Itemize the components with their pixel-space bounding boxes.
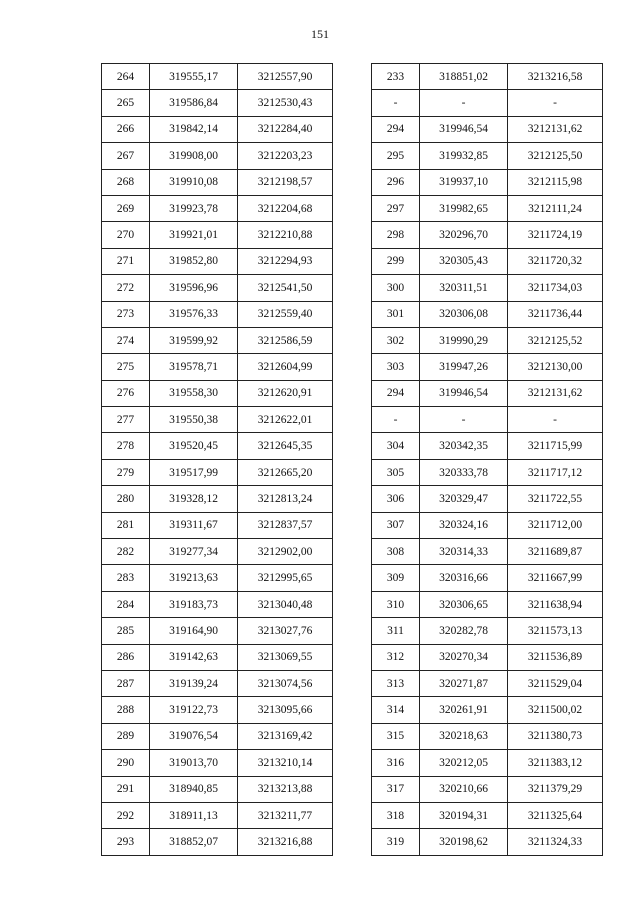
point-number-cell: 285 <box>102 618 150 644</box>
table-row <box>372 776 603 802</box>
point-number-cell: 274 <box>102 327 150 353</box>
x-coordinate-cell: 320305,43 <box>420 248 508 274</box>
y-coordinate-cell: 3213216,88 <box>238 829 333 855</box>
y-coordinate-cell: 3212620,91 <box>238 380 333 406</box>
y-coordinate-cell: 3211667,99 <box>508 565 603 591</box>
point-number-cell: 289 <box>102 723 150 749</box>
y-coordinate-cell: 3211717,12 <box>508 459 603 485</box>
table-row <box>102 116 333 142</box>
table-row <box>102 697 333 723</box>
point-number-cell: 310 <box>372 591 420 617</box>
table-row <box>372 829 603 855</box>
point-number-cell: 304 <box>372 433 420 459</box>
table-row <box>372 670 603 696</box>
y-coordinate-cell: 3212111,24 <box>508 195 603 221</box>
point-number-cell: 314 <box>372 697 420 723</box>
point-number-cell: 299 <box>372 248 420 274</box>
y-coordinate-cell: 3212530,43 <box>238 90 333 116</box>
x-coordinate-cell: 320324,16 <box>420 512 508 538</box>
point-number-cell: 288 <box>102 697 150 723</box>
point-number-cell: 282 <box>102 539 150 565</box>
x-coordinate-cell: 319328,12 <box>150 486 238 512</box>
table-row <box>372 116 603 142</box>
y-coordinate-cell: 3212557,90 <box>238 64 333 90</box>
table-row <box>102 248 333 274</box>
table-row <box>372 644 603 670</box>
x-coordinate-cell: 319852,80 <box>150 248 238 274</box>
x-coordinate-cell: 320194,31 <box>420 802 508 828</box>
table-row <box>372 433 603 459</box>
x-coordinate-cell: 320316,66 <box>420 565 508 591</box>
x-coordinate-cell: 320342,35 <box>420 433 508 459</box>
y-coordinate-cell: 3211536,89 <box>508 644 603 670</box>
x-coordinate-cell: 319122,73 <box>150 697 238 723</box>
y-coordinate-cell: 3212131,62 <box>508 116 603 142</box>
table-row <box>102 143 333 169</box>
coordinates-table-right <box>371 63 603 856</box>
table-row <box>102 618 333 644</box>
point-number-cell: 319 <box>372 829 420 855</box>
table-row <box>102 644 333 670</box>
y-coordinate-cell: 3212125,50 <box>508 143 603 169</box>
point-number-cell: - <box>372 407 420 433</box>
point-number-cell: 269 <box>102 195 150 221</box>
x-coordinate-cell: 319555,17 <box>150 64 238 90</box>
y-coordinate-cell: 3212198,57 <box>238 169 333 195</box>
point-number-cell: 270 <box>102 222 150 248</box>
x-coordinate-cell: 319586,84 <box>150 90 238 116</box>
y-coordinate-cell: 3213095,66 <box>238 697 333 723</box>
table-row <box>102 829 333 855</box>
point-number-cell: 278 <box>102 433 150 459</box>
y-coordinate-cell: 3212813,24 <box>238 486 333 512</box>
table-row <box>102 275 333 301</box>
point-number-cell: 283 <box>102 565 150 591</box>
table-row <box>102 802 333 828</box>
point-number-cell: 303 <box>372 354 420 380</box>
x-coordinate-cell: - <box>420 90 508 116</box>
point-number-cell: 275 <box>102 354 150 380</box>
y-coordinate-cell: 3212645,35 <box>238 433 333 459</box>
table-row <box>102 64 333 90</box>
point-number-cell: 280 <box>102 486 150 512</box>
x-coordinate-cell: 320333,78 <box>420 459 508 485</box>
point-number-cell: 294 <box>372 116 420 142</box>
point-number-cell: 311 <box>372 618 420 644</box>
point-number-cell: 296 <box>372 169 420 195</box>
table-row <box>372 697 603 723</box>
point-number-cell: 279 <box>102 459 150 485</box>
x-coordinate-cell: 319213,63 <box>150 565 238 591</box>
y-coordinate-cell: 3211722,55 <box>508 486 603 512</box>
x-coordinate-cell: 319908,00 <box>150 143 238 169</box>
table-row <box>102 354 333 380</box>
y-coordinate-cell: 3213169,42 <box>238 723 333 749</box>
point-number-cell: 281 <box>102 512 150 538</box>
y-coordinate-cell: 3211324,33 <box>508 829 603 855</box>
y-coordinate-cell: 3211379,29 <box>508 776 603 802</box>
point-number-cell: 293 <box>102 829 150 855</box>
point-number-cell: 271 <box>102 248 150 274</box>
x-coordinate-cell: 318851,02 <box>420 64 508 90</box>
point-number-cell: 276 <box>102 380 150 406</box>
table-row <box>102 407 333 433</box>
point-number-cell: 313 <box>372 670 420 696</box>
y-coordinate-cell: 3212665,20 <box>238 459 333 485</box>
x-coordinate-cell: 318911,13 <box>150 802 238 828</box>
table-row <box>372 380 603 406</box>
x-coordinate-cell: 319921,01 <box>150 222 238 248</box>
point-number-cell: 315 <box>372 723 420 749</box>
y-coordinate-cell: 3212837,57 <box>238 512 333 538</box>
table-row <box>372 143 603 169</box>
point-number-cell: 316 <box>372 750 420 776</box>
point-number-cell: 306 <box>372 486 420 512</box>
point-number-cell: 307 <box>372 512 420 538</box>
x-coordinate-cell: 320198,62 <box>420 829 508 855</box>
point-number-cell: 264 <box>102 64 150 90</box>
x-coordinate-cell: 320314,33 <box>420 539 508 565</box>
x-coordinate-cell: 320261,91 <box>420 697 508 723</box>
x-coordinate-cell: 320271,87 <box>420 670 508 696</box>
y-coordinate-cell: - <box>508 90 603 116</box>
table-row <box>102 195 333 221</box>
table-row <box>372 90 603 116</box>
y-coordinate-cell: 3211720,32 <box>508 248 603 274</box>
x-coordinate-cell: 320306,08 <box>420 301 508 327</box>
y-coordinate-cell: 3213216,58 <box>508 64 603 90</box>
x-coordinate-cell: 319937,10 <box>420 169 508 195</box>
x-coordinate-cell: 320212,05 <box>420 750 508 776</box>
y-coordinate-cell: 3211529,04 <box>508 670 603 696</box>
table-row <box>102 750 333 776</box>
x-coordinate-cell: 319142,63 <box>150 644 238 670</box>
x-coordinate-cell: 319599,92 <box>150 327 238 353</box>
table-row <box>102 433 333 459</box>
point-number-cell: 305 <box>372 459 420 485</box>
y-coordinate-cell: 3212586,59 <box>238 327 333 353</box>
point-number-cell: 265 <box>102 90 150 116</box>
y-coordinate-cell: 3212995,65 <box>238 565 333 591</box>
y-coordinate-cell: 3213069,55 <box>238 644 333 670</box>
y-coordinate-cell: 3212115,98 <box>508 169 603 195</box>
x-coordinate-cell: 319013,70 <box>150 750 238 776</box>
table-row <box>372 354 603 380</box>
table-row <box>102 90 333 116</box>
point-number-cell: 287 <box>102 670 150 696</box>
y-coordinate-cell: 3212210,88 <box>238 222 333 248</box>
table-row <box>102 327 333 353</box>
y-coordinate-cell: 3211712,00 <box>508 512 603 538</box>
y-coordinate-cell: 3212131,62 <box>508 380 603 406</box>
x-coordinate-cell: 319923,78 <box>150 195 238 221</box>
point-number-cell: 318 <box>372 802 420 828</box>
point-number-cell: 312 <box>372 644 420 670</box>
x-coordinate-cell: 319183,73 <box>150 591 238 617</box>
y-coordinate-cell: 3211383,12 <box>508 750 603 776</box>
table-row <box>102 723 333 749</box>
table-row <box>372 802 603 828</box>
table-row <box>372 591 603 617</box>
page-number: 151 <box>311 27 329 41</box>
y-coordinate-cell: 3213210,14 <box>238 750 333 776</box>
table-row <box>102 512 333 538</box>
y-coordinate-cell: 3212204,68 <box>238 195 333 221</box>
x-coordinate-cell: 319946,54 <box>420 116 508 142</box>
y-coordinate-cell: 3211325,64 <box>508 802 603 828</box>
x-coordinate-cell: 319842,14 <box>150 116 238 142</box>
y-coordinate-cell: 3211500,02 <box>508 697 603 723</box>
table-row <box>372 459 603 485</box>
x-coordinate-cell: 319932,85 <box>420 143 508 169</box>
coordinates-table-right-body <box>372 64 603 856</box>
point-number-cell: 308 <box>372 539 420 565</box>
x-coordinate-cell: 319517,99 <box>150 459 238 485</box>
x-coordinate-cell: - <box>420 407 508 433</box>
y-coordinate-cell: 3213074,56 <box>238 670 333 696</box>
x-coordinate-cell: 320296,70 <box>420 222 508 248</box>
point-number-cell: 295 <box>372 143 420 169</box>
y-coordinate-cell: 3212125,52 <box>508 327 603 353</box>
point-number-cell: 277 <box>102 407 150 433</box>
point-number-cell: 290 <box>102 750 150 776</box>
x-coordinate-cell: 319139,24 <box>150 670 238 696</box>
point-number-cell: 297 <box>372 195 420 221</box>
y-coordinate-cell: 3211724,19 <box>508 222 603 248</box>
x-coordinate-cell: 319576,33 <box>150 301 238 327</box>
x-coordinate-cell: 320311,51 <box>420 275 508 301</box>
x-coordinate-cell: 319311,67 <box>150 512 238 538</box>
y-coordinate-cell: 3213211,77 <box>238 802 333 828</box>
point-number-cell: 286 <box>102 644 150 670</box>
point-number-cell: 292 <box>102 802 150 828</box>
x-coordinate-cell: 320306,65 <box>420 591 508 617</box>
y-coordinate-cell: 3213027,76 <box>238 618 333 644</box>
x-coordinate-cell: 319910,08 <box>150 169 238 195</box>
table-row <box>372 169 603 195</box>
point-number-cell: 294 <box>372 380 420 406</box>
x-coordinate-cell: 319578,71 <box>150 354 238 380</box>
table-row <box>372 723 603 749</box>
table-row <box>102 459 333 485</box>
table-row <box>102 301 333 327</box>
y-coordinate-cell: 3212902,00 <box>238 539 333 565</box>
table-row <box>102 670 333 696</box>
table-row <box>102 591 333 617</box>
x-coordinate-cell: 319558,30 <box>150 380 238 406</box>
point-number-cell: 301 <box>372 301 420 327</box>
point-number-cell: 302 <box>372 327 420 353</box>
table-row <box>372 618 603 644</box>
y-coordinate-cell: 3212559,40 <box>238 301 333 327</box>
table-row <box>102 486 333 512</box>
y-coordinate-cell: 3212541,50 <box>238 275 333 301</box>
x-coordinate-cell: 319277,34 <box>150 539 238 565</box>
x-coordinate-cell: 319982,65 <box>420 195 508 221</box>
coordinates-table-left-body <box>102 64 333 856</box>
point-number-cell: - <box>372 90 420 116</box>
y-coordinate-cell: 3211380,73 <box>508 723 603 749</box>
table-row <box>372 486 603 512</box>
point-number-cell: 309 <box>372 565 420 591</box>
x-coordinate-cell: 319520,45 <box>150 433 238 459</box>
table-row <box>372 407 603 433</box>
table-row <box>372 222 603 248</box>
table-row <box>102 169 333 195</box>
table-row <box>102 565 333 591</box>
y-coordinate-cell: 3211689,87 <box>508 539 603 565</box>
y-coordinate-cell: 3211638,94 <box>508 591 603 617</box>
table-row <box>372 750 603 776</box>
table-row <box>102 222 333 248</box>
y-coordinate-cell: 3211573,13 <box>508 618 603 644</box>
y-coordinate-cell: 3211736,44 <box>508 301 603 327</box>
table-row <box>102 539 333 565</box>
x-coordinate-cell: 318940,85 <box>150 776 238 802</box>
y-coordinate-cell: 3212294,93 <box>238 248 333 274</box>
y-coordinate-cell: 3211734,03 <box>508 275 603 301</box>
table-row <box>372 275 603 301</box>
point-number-cell: 272 <box>102 275 150 301</box>
table-row <box>372 64 603 90</box>
point-number-cell: 266 <box>102 116 150 142</box>
y-coordinate-cell: 3212203,23 <box>238 143 333 169</box>
x-coordinate-cell: 319550,38 <box>150 407 238 433</box>
x-coordinate-cell: 319946,54 <box>420 380 508 406</box>
x-coordinate-cell: 320270,34 <box>420 644 508 670</box>
point-number-cell: 267 <box>102 143 150 169</box>
table-row <box>372 512 603 538</box>
x-coordinate-cell: 319076,54 <box>150 723 238 749</box>
point-number-cell: 268 <box>102 169 150 195</box>
point-number-cell: 291 <box>102 776 150 802</box>
x-coordinate-cell: 319596,96 <box>150 275 238 301</box>
y-coordinate-cell: 3212622,01 <box>238 407 333 433</box>
x-coordinate-cell: 319990,29 <box>420 327 508 353</box>
table-row <box>372 565 603 591</box>
y-coordinate-cell: - <box>508 407 603 433</box>
table-row <box>372 327 603 353</box>
y-coordinate-cell: 3211715,99 <box>508 433 603 459</box>
table-row <box>102 380 333 406</box>
x-coordinate-cell: 318852,07 <box>150 829 238 855</box>
y-coordinate-cell: 3212284,40 <box>238 116 333 142</box>
x-coordinate-cell: 320282,78 <box>420 618 508 644</box>
point-number-cell: 284 <box>102 591 150 617</box>
table-row <box>372 539 603 565</box>
x-coordinate-cell: 320210,66 <box>420 776 508 802</box>
x-coordinate-cell: 319947,26 <box>420 354 508 380</box>
point-number-cell: 300 <box>372 275 420 301</box>
table-row <box>372 301 603 327</box>
x-coordinate-cell: 320329,47 <box>420 486 508 512</box>
y-coordinate-cell: 3212604,99 <box>238 354 333 380</box>
table-row <box>372 195 603 221</box>
y-coordinate-cell: 3213040,48 <box>238 591 333 617</box>
y-coordinate-cell: 3212130,00 <box>508 354 603 380</box>
point-number-cell: 298 <box>372 222 420 248</box>
point-number-cell: 317 <box>372 776 420 802</box>
table-row <box>372 248 603 274</box>
x-coordinate-cell: 319164,90 <box>150 618 238 644</box>
coordinates-table-left <box>101 63 333 856</box>
point-number-cell: 273 <box>102 301 150 327</box>
x-coordinate-cell: 320218,63 <box>420 723 508 749</box>
table-row <box>102 776 333 802</box>
y-coordinate-cell: 3213213,88 <box>238 776 333 802</box>
point-number-cell: 233 <box>372 64 420 90</box>
